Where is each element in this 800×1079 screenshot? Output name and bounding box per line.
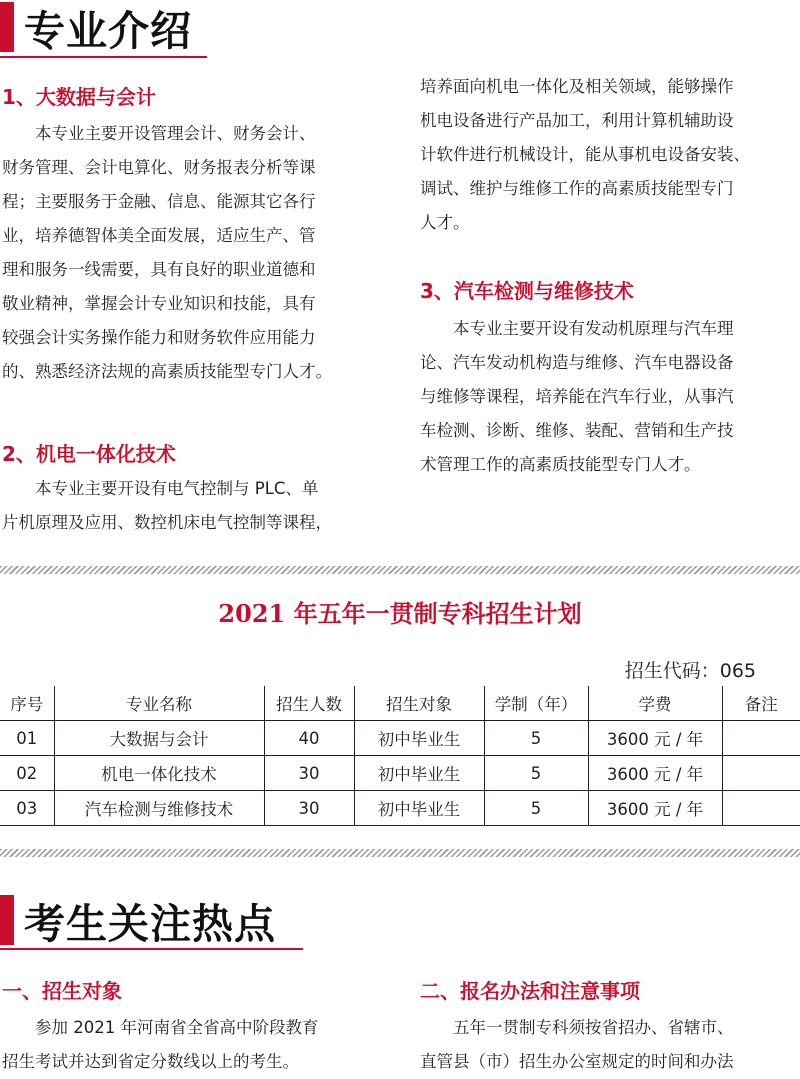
major-description-2-continued <box>420 70 800 240</box>
text-line: 敬业精神，掌握会计专业知识和技能，具有 <box>2 294 316 313</box>
cell-number: 01 <box>0 721 54 756</box>
text-line: 的、熟悉经济法规的高素质技能型专门人才。 <box>2 362 332 381</box>
section-header-hotspots <box>0 893 320 948</box>
major-description-1 <box>2 117 387 389</box>
text-line: 参加 2021 年河南省全省高中阶段教育 <box>35 1018 319 1037</box>
text-line: 直管县（市）招生办公室规定的时间和办法 <box>420 1052 734 1071</box>
text-line: 机电设备进行产品加工，利用计算机辅助设 <box>420 111 734 130</box>
divider <box>0 849 800 857</box>
text-line: 与维修等课程，培养能在汽车行业，从事汽 <box>420 387 734 406</box>
section-marker-bar <box>0 2 14 52</box>
text-line: 理和服务一线需要，具有良好的职业道德和 <box>2 260 316 279</box>
text-line: 术管理工作的高素质技能型专门人才。 <box>420 455 701 474</box>
column-header: 招生对象 <box>354 686 484 721</box>
cell-tuition: 3600 元 / 年 <box>588 721 722 756</box>
cell-tuition: 3600 元 / 年 <box>588 791 722 826</box>
section-underline <box>0 56 207 58</box>
cell-duration: 5 <box>484 721 588 756</box>
major-description-3 <box>420 312 800 482</box>
text-line: 片机原理及应用、数控机床电气控制等课程， <box>2 513 332 532</box>
cell-remark <box>722 756 800 791</box>
text-line: 较强会计实务操作能力和财务软件应用能力 <box>2 328 316 347</box>
cell-quota: 40 <box>264 721 354 756</box>
text-line: 财务管理、会计电算化、财务报表分析等课 <box>2 158 316 177</box>
major-description-2 <box>2 472 387 540</box>
cell-remark <box>722 791 800 826</box>
section-title: 专业介绍 <box>24 7 192 55</box>
cell-number: 03 <box>0 791 54 826</box>
major-heading-2: 2、机电一体化技术 <box>2 442 176 466</box>
text-line: 计软件进行机械设计，能从事机电设备安装、 <box>420 145 750 164</box>
cell-quota: 30 <box>264 791 354 826</box>
section-underline <box>0 948 303 950</box>
text-line: 招生考试并达到省定分数线以上的考生。 <box>2 1052 299 1071</box>
column-header: 学制（年） <box>484 686 588 721</box>
cell-number: 02 <box>0 756 54 791</box>
cell-major: 机电一体化技术 <box>54 756 264 791</box>
major-heading-1: 1、大数据与会计 <box>2 85 156 109</box>
topic-heading-enrollment-target: 一、招生对象 <box>2 979 122 1003</box>
section-marker-bar <box>0 895 14 945</box>
column-header: 序号 <box>0 686 54 721</box>
text-line: 本专业主要开设有发动机原理与汽车理 <box>453 319 734 338</box>
topic-text-enrollment-target <box>2 1011 387 1079</box>
plan-title: 2021 年五年一贯制专科招生计划 <box>218 599 582 628</box>
cell-remark <box>722 721 800 756</box>
text-line: 论、汽车发动机构造与维修、汽车电器设备 <box>420 353 734 372</box>
major-heading-3: 3、汽车检测与维修技术 <box>420 279 634 303</box>
text-line: 本专业主要开设管理会计、财务会计、 <box>35 124 316 143</box>
cell-major: 大数据与会计 <box>54 721 264 756</box>
section-title: 考生关注热点 <box>24 900 276 948</box>
cell-target: 初中毕业生 <box>354 721 484 756</box>
divider <box>0 566 800 574</box>
text-line: 程；主要服务于金融、信息、能源其它各行 <box>2 192 316 211</box>
text-line: 调试、维护与维修工作的高素质技能型专门 <box>420 179 734 198</box>
table-header-row <box>0 686 800 721</box>
cell-quota: 30 <box>264 756 354 791</box>
table-row <box>0 756 800 791</box>
cell-duration: 5 <box>484 791 588 826</box>
cell-duration: 5 <box>484 756 588 791</box>
text-line: 车检测、诊断、维修、装配、营销和生产技 <box>420 421 734 440</box>
section-header-intro <box>0 0 210 55</box>
text-line: 业，培养德智体美全面发展，适应生产、管 <box>2 226 316 245</box>
cell-target: 初中毕业生 <box>354 791 484 826</box>
enrollment-code: 招生代码：065 <box>624 660 756 682</box>
text-line: 本专业主要开设有电气控制与 PLC、单 <box>35 479 319 498</box>
table-row <box>0 791 800 826</box>
topic-heading-registration: 二、报名办法和注意事项 <box>420 979 640 1003</box>
column-header: 招生人数 <box>264 686 354 721</box>
cell-target: 初中毕业生 <box>354 756 484 791</box>
table-row <box>0 721 800 756</box>
cell-tuition: 3600 元 / 年 <box>588 756 722 791</box>
text-line: 培养面向机电一体化及相关领域，能够操作 <box>420 77 734 96</box>
cell-major: 汽车检测与维修技术 <box>54 791 264 826</box>
column-header: 专业名称 <box>54 686 264 721</box>
text-line: 五年一贯制专科须按省招办、省辖市、 <box>453 1018 734 1037</box>
enrollment-plan-table <box>0 686 800 826</box>
text-line: 人才。 <box>420 213 470 232</box>
topic-text-registration <box>420 1011 800 1079</box>
column-header: 学费 <box>588 686 722 721</box>
column-header: 备注 <box>722 686 800 721</box>
